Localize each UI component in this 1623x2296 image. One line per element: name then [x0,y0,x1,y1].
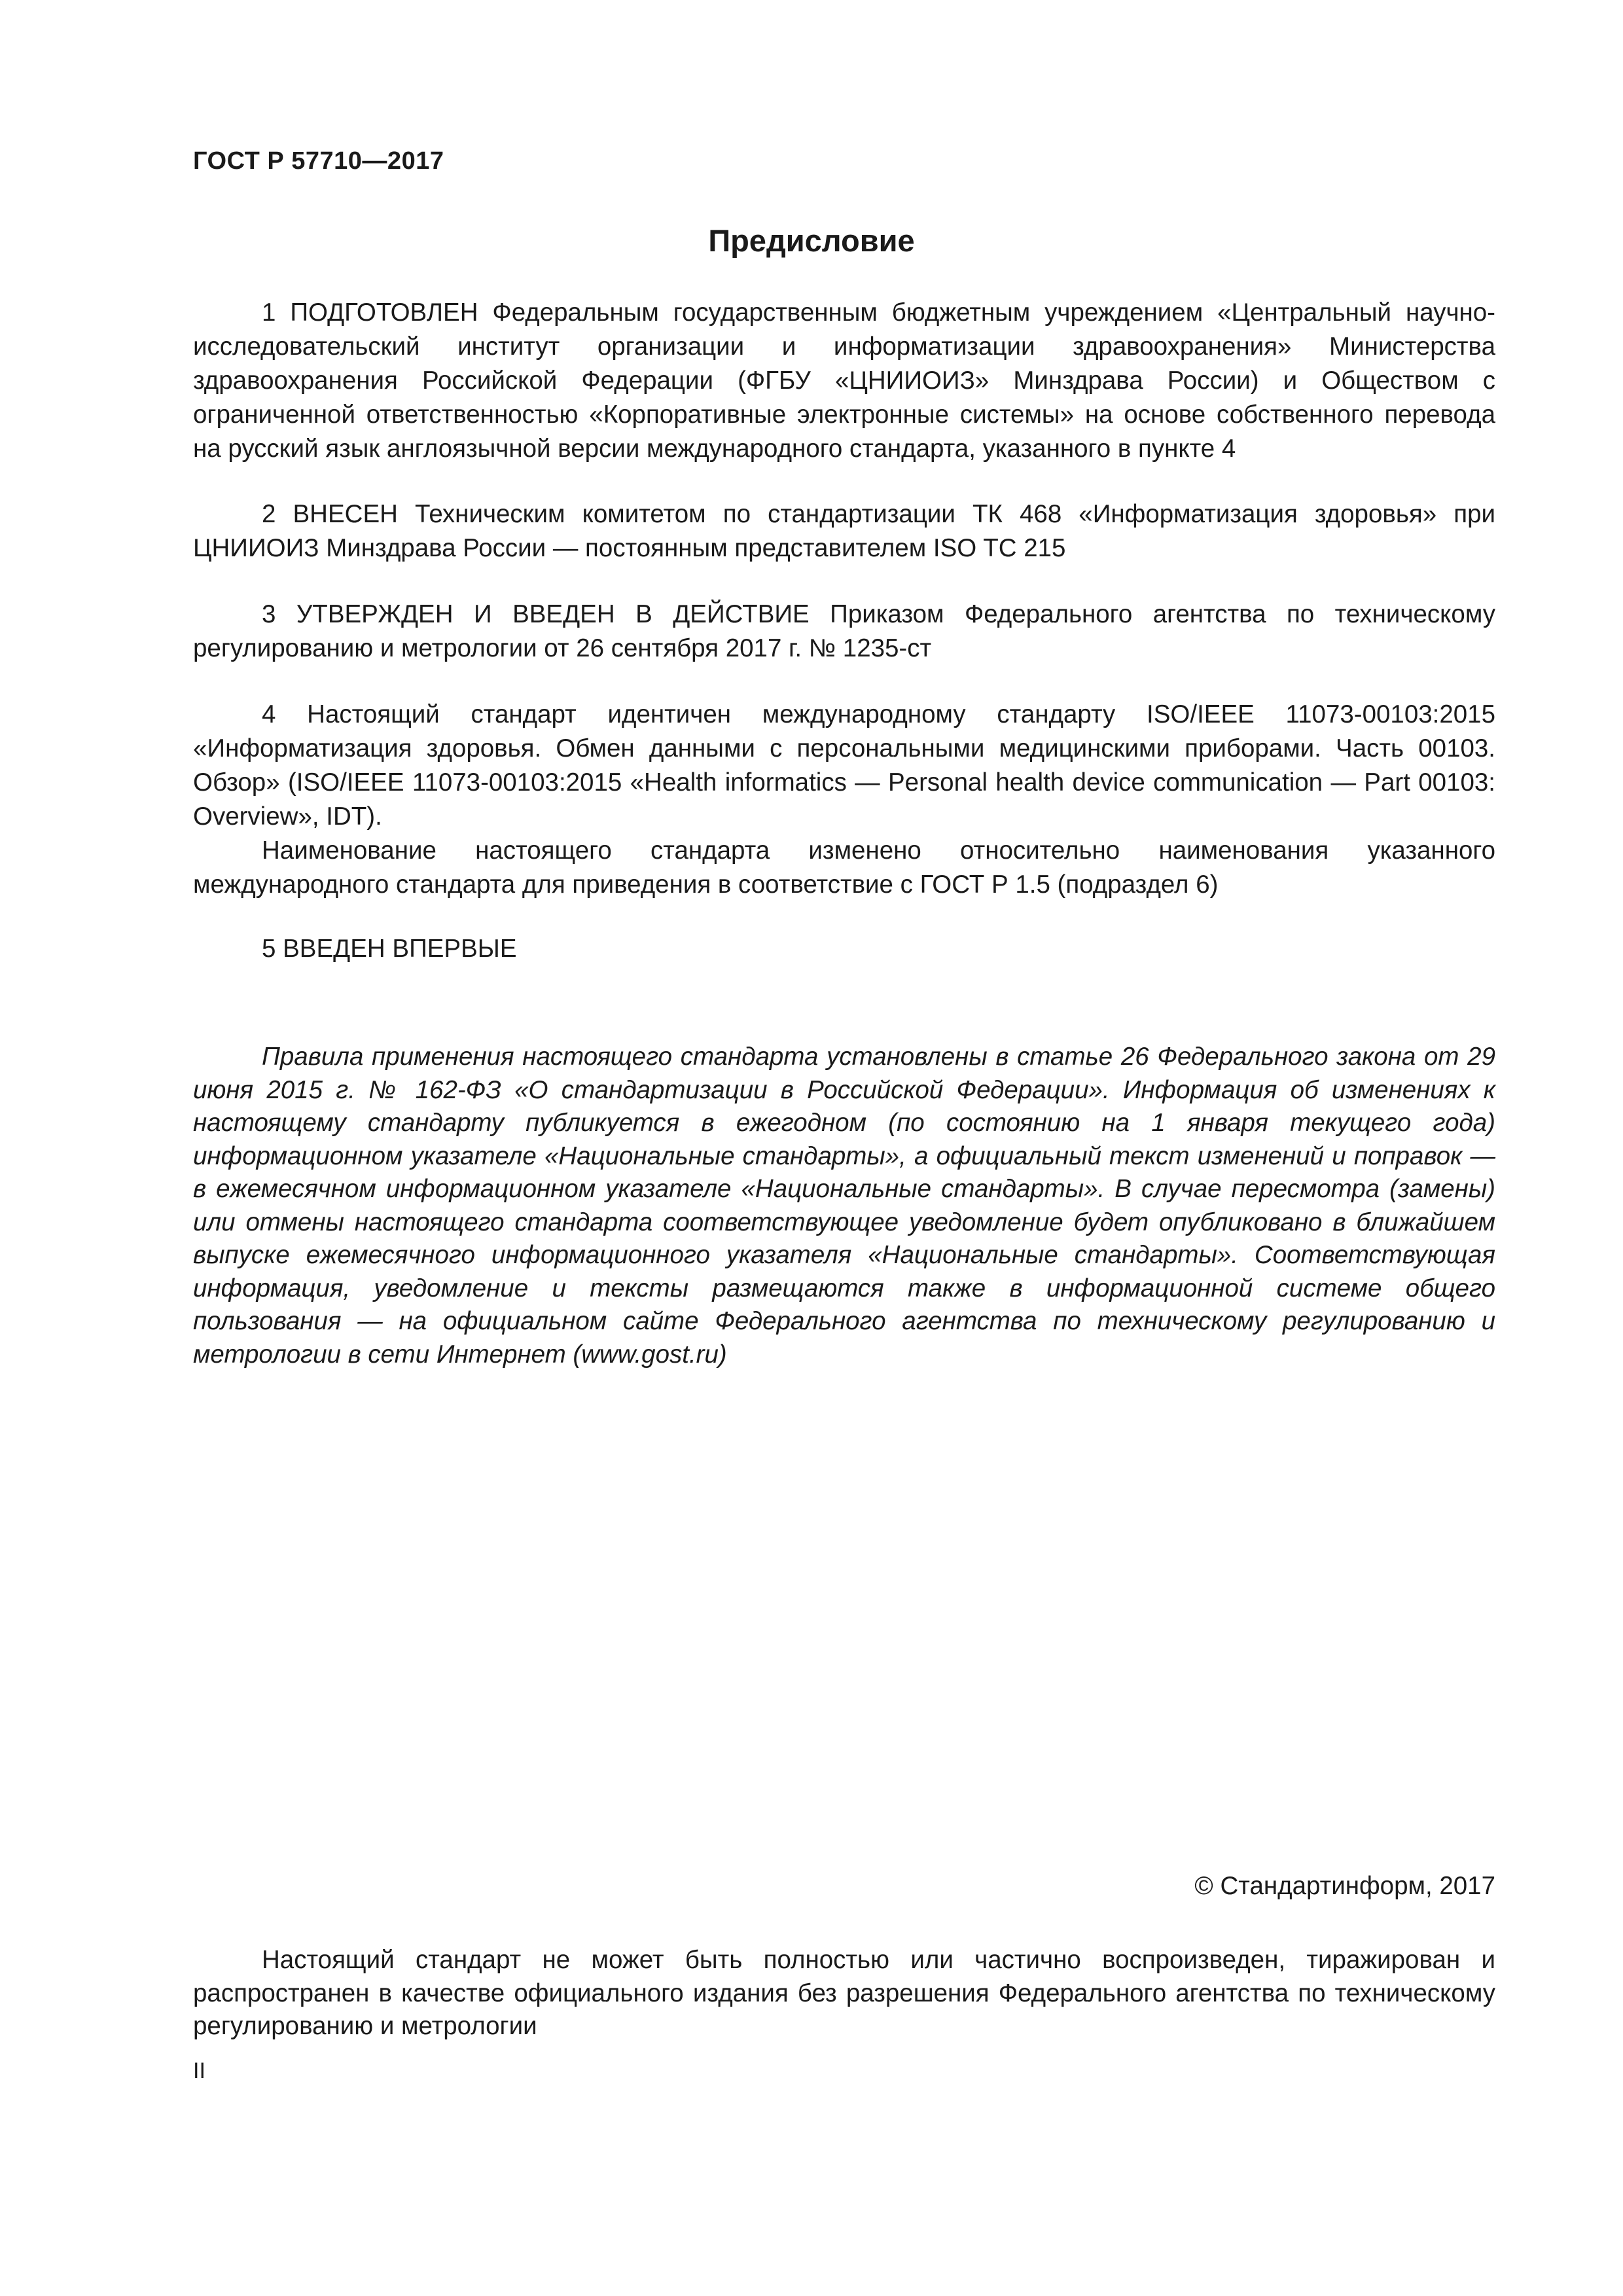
reproduction-notice: Настоящий стандарт не может быть полностью или частично воспроизведен, тиражирован и распространен в качестве официального издания без разрешения Федерального агентства по техническому регулированию и метрологии [193,1946,1495,2040]
preface-body [193,296,1495,966]
preface-item-4-note: Наименование настоящего стандарта изменено относительно наименования указанного международного стандарта для приведения в соответствие с ГОСТ Р 1.5 (подраздел 6) [193,836,1495,899]
preface-item-1: 1 ПОДГОТОВЛЕН Федеральным государственным бюджетным учреждением «Центральный научно-исследовательский институт организации и информатизации здравоохранения» Министерства здравоохранения Российской Федерации (ФГБУ «ЦНИИОИЗ» Минздрава России) и Обществом с ограниченной ответственностью «Корпоративные электронные системы» на основе собственного перевода на русский язык англоязычной версии международного стандарта, указанного в пункте 4 [193,298,1495,463]
page-title: Предисловие [708,223,915,258]
preface-item-5: 5 ВВЕДЕН ВПЕРВЫЕ [262,935,517,963]
page-number: II [193,2058,205,2083]
application-rules-notice: Правила применения настоящего стандарта установлены в статье 26 Федерального закона от 29 июня 2015 г. № 162-ФЗ «О стандартизации в Российской Федерации». Информация об изменениях к настоящему стандарту публикуется в ежегодном (по состоянию на 1 января текущего года) информационном указателе «Национальные стандарты», а официальный текст изменений и поправок — в ежемесячном информационном указателе «Национальные стандарты». В случае пересмотра (замены) или отмены настоящего стандарта соответствующее уведомление будет опубликовано в ближайшем выпуске ежемесячного информационного указателя «Национальные стандарты». Соответствующая информация, уведомление и тексты размещаются также в информационной системе общего пользования — на официальном сайте Федерального агентства по техническому регулированию и метрологии в сети Интернет (www.gost.ru) [193,1043,1495,1369]
preface-item-3: 3 УТВЕРЖДЕН И ВВЕДЕН В ДЕЙСТВИЕ Приказом Федерального агентства по техническому регулированию и метрологии от 26 сентября 2017 г. № 1235-ст [193,600,1495,662]
standard-code-header: ГОСТ Р 57710—2017 [193,147,444,175]
preface-item-4: 4 Настоящий стандарт идентичен международному стандарту ISO/IEEE 11073-00103:2015 «Информатизация здоровья. Обмен данными с персональными медицинскими приборами. Часть 00103. Обзор» (ISO/IEEE 11073-00103:2015 «Health informatics — Personal health device communication — Part 00103: Overview», IDT). [193,700,1495,831]
preface-item-2: 2 ВНЕСЕН Техническим комитетом по стандартизации ТК 468 «Информатизация здоровья» при ЦНИИОИЗ Минздрава России — постоянным представителем ISO TC 215 [193,500,1495,562]
copyright-line: © Стандартинформ, 2017 [1194,1872,1495,1900]
